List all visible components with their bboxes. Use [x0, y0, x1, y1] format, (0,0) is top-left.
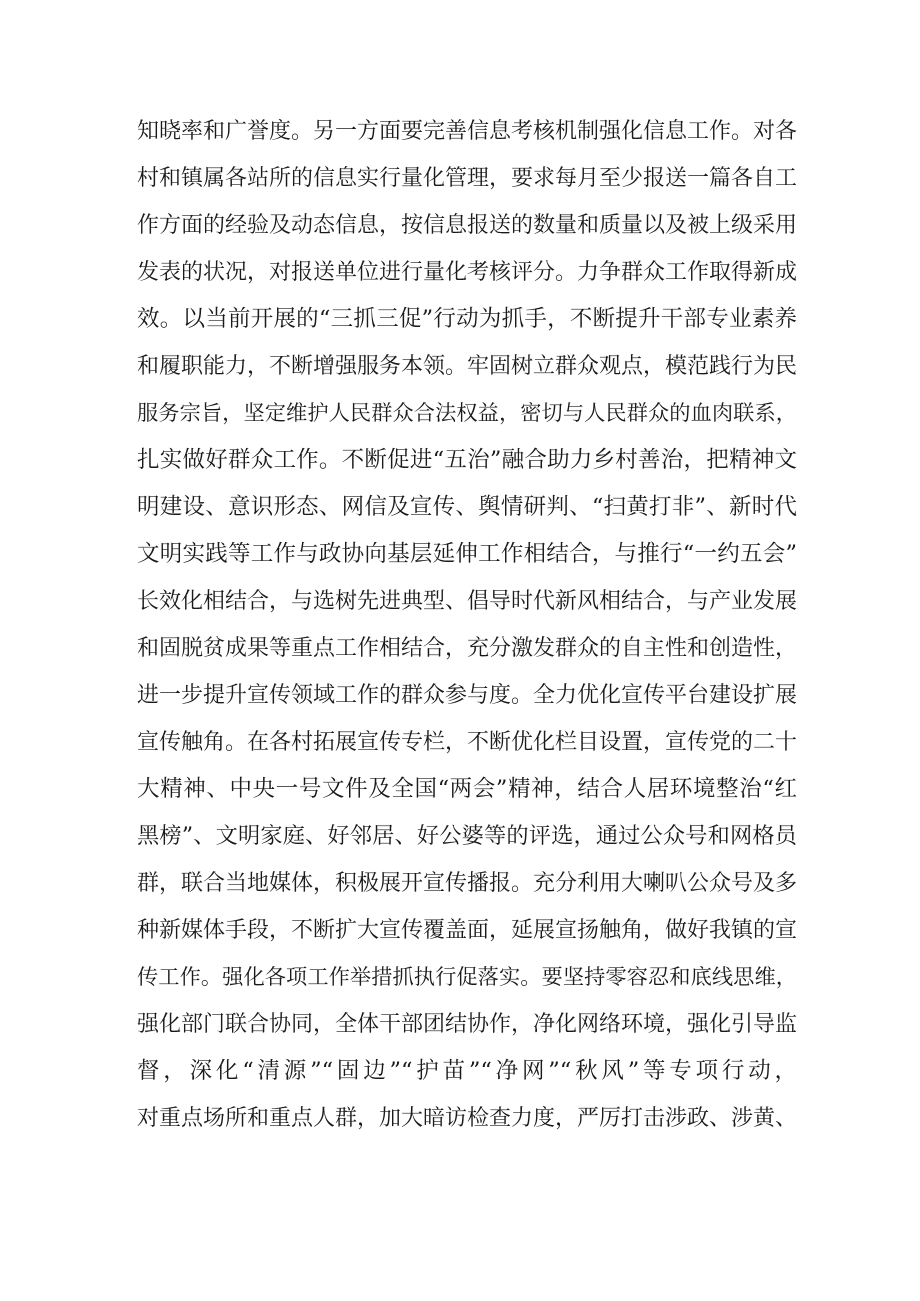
- text-line-12: 和固脱贫成果等重点工作相结合，充分激发群众的自主性和创造性，: [137, 636, 798, 661]
- text-line-5: 效。以当前开展的“三抓三促”行动为抓手，不断提升干部专业素养: [137, 306, 797, 332]
- text-line-3: 作方面的经验及动态信息，按信息报送的数量和质量以及被上级采用: [137, 213, 798, 238]
- text-line-7: 服务宗旨，坚定维护人民群众合法权益，密切与人民群众的血肉联系，: [137, 401, 797, 426]
- text-line-8: 扎实做好群众工作。不断促进“五治”融合助力乡村善治，把精神文: [137, 447, 797, 473]
- text-line-20: 强化部门联合协同，全体干部团结协作，净化网络环境，强化引导监: [137, 1012, 798, 1037]
- text-line-16: 黑榜”、文明家庭、好邻居、好公婆等的评选，通过公众号和网格员: [137, 823, 797, 849]
- text-line-4: 发表的状况，对报送单位进行量化考核评分。力争群众工作取得新成: [137, 260, 798, 285]
- text-line-9: 明建设、意识形态、网信及宣传、舆情研判、“扫黄打非”、新时代: [137, 494, 797, 520]
- text-line-18: 种新媒体手段，不断扩大宣传覆盖面，延展宣扬触角，做好我镇的宣: [137, 918, 798, 943]
- text-line-17: 群，联合当地媒体，积极展开宣传播报。充分利用大喇叭公众号及多: [137, 871, 798, 896]
- body-paragraph: [137, 108, 797, 1142]
- text-line-6: 和履职能力，不断增强服务本领。牢固树立群众观点，模范践行为民: [137, 354, 798, 379]
- text-line-1: 知晓率和广誉度。另一方面要完善信息考核机制强化信息工作。对各: [137, 119, 798, 144]
- text-line-19: 传工作。强化各项工作举措抓执行促落实。要坚持零容忍和底线思维，: [137, 965, 797, 990]
- text-line-15: 大精神、中央一号文件及全国“两会”精神，结合人居环境整治“红: [137, 776, 797, 802]
- text-line-2: 村和镇属各站所的信息实行量化管理，要求每月至少报送一篇各自工: [137, 166, 798, 191]
- text-line-14: 宣传触角。在各村拓展宣传专栏，不断优化栏目设置，宣传党的二十: [137, 730, 798, 755]
- text-line-10: 文明实践等工作与政协向基层延伸工作相结合，与推行“一约五会”: [137, 541, 797, 567]
- text-line-22: 对重点场所和重点人群，加大暗访检查力度，严厉打击涉政、涉黄、: [137, 1106, 798, 1131]
- text-line-13: 进一步提升宣传领域工作的群众参与度。全力优化宣传平台建设扩展: [137, 683, 798, 708]
- text-line-11: 长效化相结合，与选树先进典型、倡导时代新风相结合，与产业发展: [137, 589, 798, 614]
- text-line-21: 督，深化“清源”“固边”“护苗”“净网”“秋风”等专项行动，: [137, 1058, 797, 1084]
